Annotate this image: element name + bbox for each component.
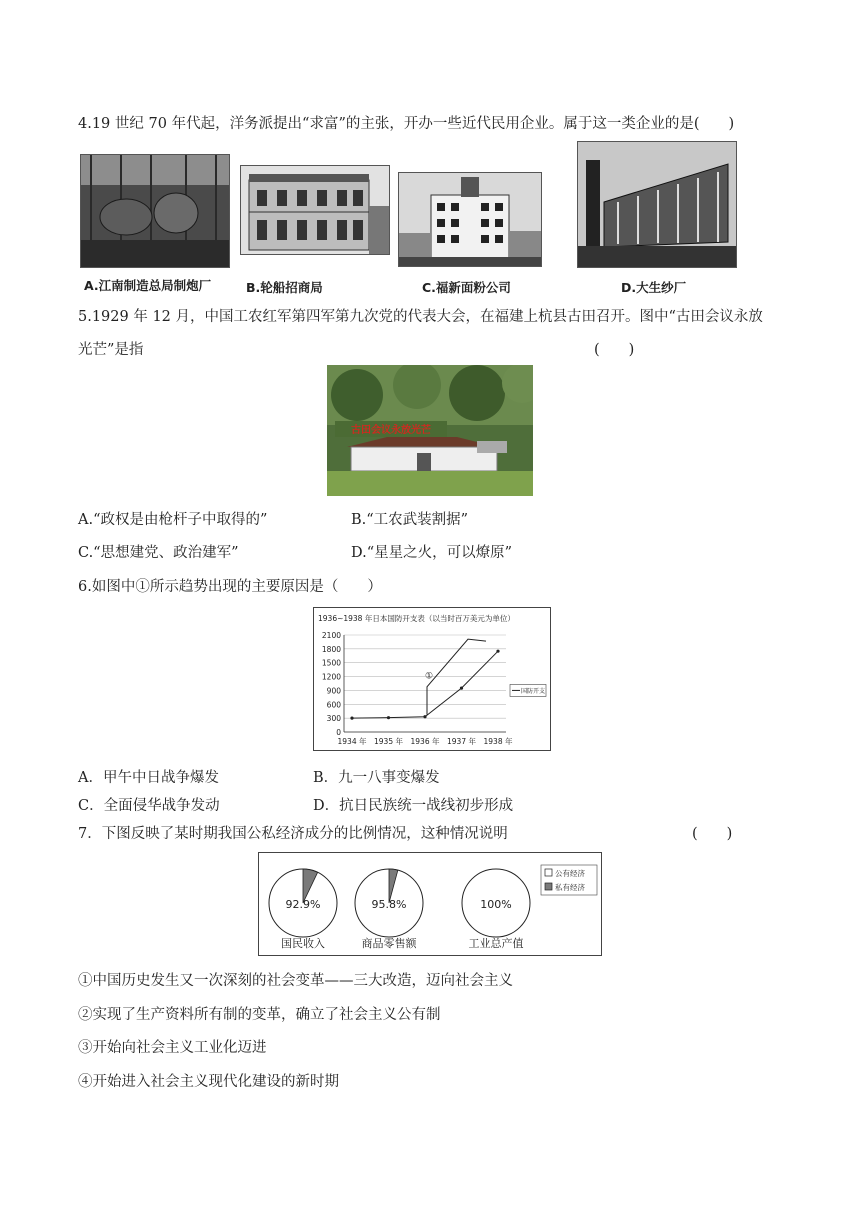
q5-option-d[interactable]: D.“星星之火，可以燎原” [351,545,513,561]
y-tick-label: 0 [336,728,341,737]
y-tick-label: 300 [326,714,341,724]
legend-swatch-private [545,883,552,890]
pie-category-label: 国民收入 [281,937,325,950]
q7-statement-2: ②实现了生产资料所有制的变革，确立了社会主义公有制 [78,1007,441,1023]
pie-category-label: 工业总产值 [468,937,524,950]
q5-stem-line1: 5.1929 年 12 月，中国工农红军第四军第九次党的代表大会，在福建上杭县古田召开。图中“古田会议永放 [78,309,763,325]
x-tick-label: 1937 年 [447,737,476,746]
q6-option-a[interactable]: A．甲午中日战争爆发 [78,770,219,786]
x-tick-label: 1936 年 [410,737,440,746]
q6-option-b[interactable]: B．九一八事变爆发 [313,770,440,786]
legend-label: 国防开支 [521,687,546,695]
q6-stem: 6.如图中①所示趋势出现的主要原因是（ ） [78,579,382,595]
q4-stem: 4.19 世纪 70 年代起，洋务派提出“求富”的主张，开办一些近代民用企业。属于这一类企业的是( ) [78,116,735,132]
q4-caption-b: B.轮船招商局 [246,280,323,295]
legend-label-public: 公有经济 [555,869,585,878]
data-point [387,716,390,719]
data-point [423,715,426,718]
q4-photo-b [240,165,390,255]
q5-stem-line2: 光芒”是指 [78,342,144,358]
y-tick-label: 600 [326,700,341,710]
x-tick-label: 1935 年 [374,737,403,746]
q6-line-chart [313,607,551,751]
y-tick-label: 2100 [321,631,341,640]
q4-caption-d: D.大生纱厂 [621,280,687,295]
q5-option-b[interactable]: B.“工农武装割据” [351,512,469,528]
q5-sign-text: 古田会议永放光芒 [351,425,431,436]
q4-photo-d [577,141,737,268]
q6-option-d[interactable]: D．抗日民族统一战线初步形成 [313,798,514,814]
chart-title: 1936~1938 年日本国防开支表（以当时百万美元为单位） [318,614,515,623]
data-point [496,650,499,653]
q5-option-a[interactable]: A.“政权是由枪杆子中取得的” [78,512,268,528]
q7-bracket: ( ) [692,826,733,842]
x-tick-label: 1934 年 [337,737,367,746]
q5-bracket: ( ) [594,342,635,358]
q7-pie-chart [258,852,602,956]
series-line-defense [352,651,498,718]
q7-statement-4: ④开始进入社会主义现代化建设的新时期 [78,1074,339,1090]
q5-photo-gutian [327,365,533,496]
q4-caption-a: A.江南制造总局制炮厂 [84,278,212,293]
pie-category-label: 商品零售额 [361,937,417,950]
legend-label-private: 私有经济 [555,883,585,892]
annotation-label: ① [425,671,434,682]
q4-caption-c: C.福新面粉公司 [422,280,511,295]
q4-photo-c [398,172,542,267]
q4-photo-a [80,154,230,268]
y-tick-label: 1500 [321,658,341,668]
q6-option-c[interactable]: C．全面侵华战争发动 [78,798,220,814]
data-point [460,687,463,690]
q7-statement-1: ①中国历史发生又一次深刻的社会变革——三大改造，迈向社会主义 [78,973,513,989]
x-tick-label: 1938 年 [483,737,513,746]
y-tick-label: 900 [326,686,341,696]
data-point [350,717,353,720]
q7-statement-3: ③开始向社会主义工业化迈进 [78,1040,267,1056]
pie-value-label: 92.9% [285,898,321,911]
trend-bracket [427,639,486,715]
y-tick-label: 1200 [321,672,341,682]
q5-option-c[interactable]: C.“思想建党、政治建军” [78,545,239,561]
q7-stem: 7．下图反映了某时期我国公私经济成分的比例情况，这种情况说明 [78,826,508,842]
pie-value-label: 100% [480,898,512,911]
pie-value-label: 95.8% [371,898,407,911]
legend-swatch-public [545,869,552,876]
y-tick-label: 1800 [321,644,341,654]
